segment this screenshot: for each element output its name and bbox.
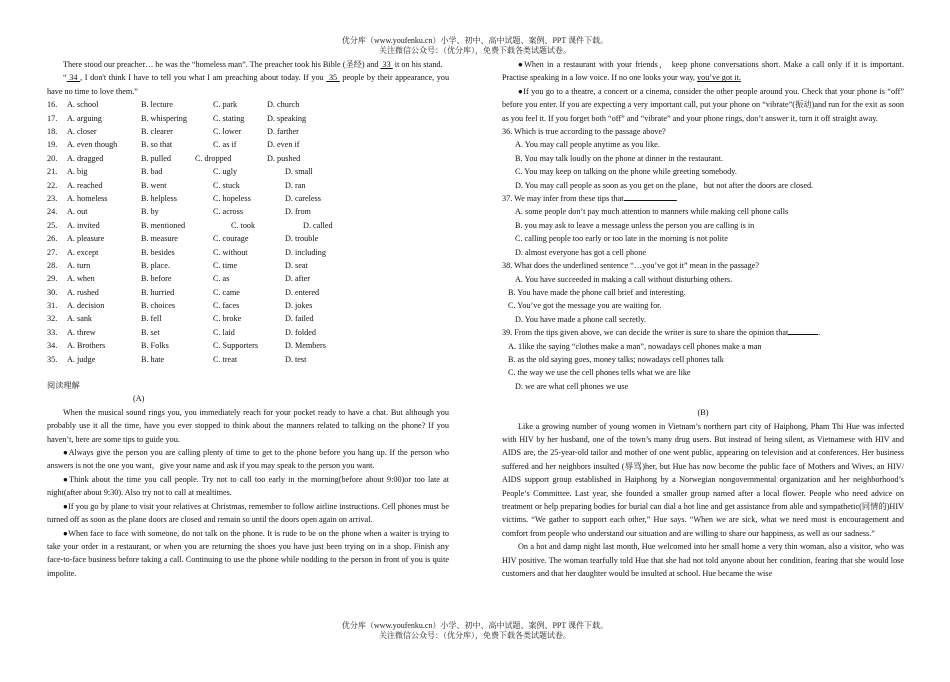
question-row: 26. A. pleasure B. measure C. courage D. trouble bbox=[47, 234, 319, 244]
passage-a-tip: ●If you go to a theatre, a concert or a cinema, consider the other people around you. Check that your phone is “off” before you enter. If you are expecting a very important call, put your phone on “vibrate”(振动)and run for the exit as soon as you feel it. If you forget both “off” and “vibrate” and your phone rings, don’t answer it, turn it off straight away. bbox=[502, 86, 904, 123]
question-row: 27. A. except B. besides C. without D. including bbox=[47, 247, 326, 257]
question-row: 34. A. Brothers B. Folks C. Supporters D. Members bbox=[47, 341, 326, 351]
question-row: 16. A. school B. lecture C. park D. church bbox=[47, 100, 300, 110]
question-row: 30. A. rushed B. hurried C. came D. entered bbox=[47, 287, 320, 297]
underlined-sentence: you’ve got it. bbox=[697, 73, 741, 83]
left-column bbox=[47, 58, 449, 580]
passage-a-tip: ●When in a restaurant with your friends， keep phone conversations short. Make a call only if it is important. Practise speaking in a low voice. If no one looks your way, you’ve got it. bbox=[502, 60, 904, 83]
passage-a-paragraph: When the musical sound rings you, you immediately reach for your pocket ready to have a chat. But although you probably use it all the time, have you ever stopped to think about the manners related to talking on the phone? If you haven’t, here are some tips to guide you. bbox=[47, 407, 449, 444]
cloze-question-list bbox=[47, 98, 449, 366]
cloze-paragraph-1: There stood our preacher… he was the “homeless man”. The preacher took his Bible (圣经) and 33 it on his stand. bbox=[63, 60, 443, 69]
question-row: 21. A. big B. bad C. ugly D. small bbox=[47, 167, 313, 177]
passage-b-paragraph: Like a growing number of young women in Vietnam’s northern part city of Haiphong, Pham Thi Hue was infected with HIV by her husband, one of the town’s many drug users. But instead of being silent, as Vietnamese with HIV and AIDS are, the 25-year-old tailor and mother of one went public, appearing on television and at conferences. Her business suffered and her neighbors insulted (辱骂)her, but Hue has now become the public face of Mothers and Wives, an HIV/ AIDS support group established in Haiphong by a Norwegian nongovernmental organization and her neighborhood’s People’s Committee. Last year, she founded a smaller group named after a local flower. People who need advice on treatment or help preparing bodies for burial can dial a hot line and get assistance from able and sympathetic(同情的)HIV victims. “We gather to support each other,” Hue says. “When we are sick, what we need most is encouragement and comfort from people who understand our situation and are willing to share our happiness, as well as our sadness.” bbox=[502, 421, 904, 538]
question-row: 17. A. arguing B. whispering C. stating D. speaking bbox=[47, 113, 307, 123]
footer-line-2: 关注微信公众号：（优分库），免费下载各类试题试卷。 bbox=[379, 631, 571, 640]
question-row: 18. A. closer B. clearer C. lower D. farther bbox=[47, 127, 299, 136]
passage-a-tip: ●If you go by plane to visit your relatives at Christmas, remember to follow airline instructions. Cell phones must be turned off as soon as the plane doors are closed and remain so until the doors open again on arrival. bbox=[47, 501, 449, 525]
question-row: 32. A. sank B. fell C. broke D. failed bbox=[47, 314, 314, 324]
answer-blank bbox=[624, 192, 676, 201]
header-line-1: 优分库（www.youfenku.cn）小学、初中、高中试题、案例、PPT 课件下载。 bbox=[341, 36, 609, 45]
header-line-2: 关注微信公众号：（优分库），免费下载各类试题试卷。 bbox=[379, 46, 571, 55]
passage-a-tip: ●Always give the person you are calling plenty of time to get to the phone before you hang up. If the person who answers is not the one you want，give your name and ask if you may speak to the person you want. bbox=[47, 448, 449, 471]
page-footer bbox=[0, 621, 950, 641]
passage-b-label: (B) bbox=[697, 408, 709, 418]
question-row: 35. A. judge B. hate C. treat D. test bbox=[47, 354, 307, 364]
question-36: 36. Which is true according to the passage above? A. You may call people anytime as you like. B. You may talk loudly on the phone at dinner in the restaurant. C. You may keep on talking on the phone while greeting somebody. D. You may call people as soon as you get on the plane，but not after the doors are closed. bbox=[502, 127, 814, 190]
question-row: 25. A. invited B. mentioned C. took D. called bbox=[47, 220, 333, 230]
blank-35: 35 bbox=[328, 73, 338, 83]
reading-section-title: 阅读理解 bbox=[47, 381, 80, 391]
question-row: 19. A. even though B. so that C. as if D. even if bbox=[47, 140, 300, 150]
passage-a-label: (A) bbox=[133, 394, 145, 404]
passage-b-paragraph: On a hot and damp night last month, Hue welcomed into her small home a very thin woman, also a visitor, who was HIV positive. The woman tearfully told Hue that she had not told anyone about her condition, fearing that she would lose customers and that her daughter would be insulted at school. Hue became the wise bbox=[502, 542, 904, 579]
question-row: 22. A. reached B. went C. stuck D. ran bbox=[47, 180, 306, 190]
question-row: 28. A. turn B. place. C. time D. seat bbox=[47, 260, 308, 270]
question-39: 39. From the tips given above, we can decide the writer is sure to share the opinion that . A. 1like the saying “clothes make a man”, nowadays cell phones make a man B. as the old saying goes, money talks; nowadays cell phones talk C. the way we use the cell phones tells what we are like D. we are what cell phones we use bbox=[502, 328, 821, 391]
answer-blank bbox=[788, 326, 818, 335]
question-row: 20. A. dragged B. pulled C. dropped D. pushed bbox=[47, 153, 301, 163]
question-row: 24. A. out B. by C. across D. from bbox=[47, 207, 311, 217]
right-column bbox=[502, 58, 904, 580]
question-row: 31. A. decision B. choices C. faces D. jokes bbox=[47, 301, 313, 311]
passage-a-tip: ●Think about the time you call people. Try not to call too early in the morning(before about 9:00)or too late at night(after about 9:30). Also try not to call at mealtimes. bbox=[47, 474, 449, 498]
footer-line-1: 优分库（www.youfenku.cn）小学、初中、高中试题、案例、PPT 课件下载。 bbox=[341, 621, 609, 630]
question-38: 38. What does the underlined sentence “…you’ve got it” mean in the passage? A. You have succeeded in making a call without disturbing others. B. You have made the phone call brief and interesting. C. You’ve got the message you are waiting for. D. You have made a phone call secretly. bbox=[502, 261, 759, 324]
page-header bbox=[0, 36, 950, 56]
question-row: 23. A. homeless B. helpless C. hopeless D. careless bbox=[47, 193, 321, 203]
passage-a-tip: ●When face to face with someone, do not talk on the phone. It is rude to be on the phone when a waiter is trying to take your order in a restaurant, or when you are returning the shoes you have just been trying on in a shop. Finish any face-to-face business before taking a call. Continuing to use the phone while nodding to the person in front of you is quite impolite. bbox=[47, 528, 449, 578]
question-row: 33. A. threw B. set C. laid D. folded bbox=[47, 327, 316, 337]
question-row: 29. A. when B. before C. as D. after bbox=[47, 274, 311, 284]
blank-33: 33 bbox=[382, 60, 391, 69]
cloze-paragraph-2: “ 34 , I don't think I have to tell you what I am preaching about today. If you 35 people by their appearance, you have no time to love them.” bbox=[47, 73, 450, 96]
question-37: 37. We may infer from these tips that . A. some people don’t pay much attention to manners while making cell phone calls B. you may ask to leave a message unless the person you are calling is in C. calling people too early or too late in the morning is not polite D. almost everyone has got a cell phone bbox=[502, 194, 789, 257]
blank-34: 34 bbox=[69, 73, 78, 83]
